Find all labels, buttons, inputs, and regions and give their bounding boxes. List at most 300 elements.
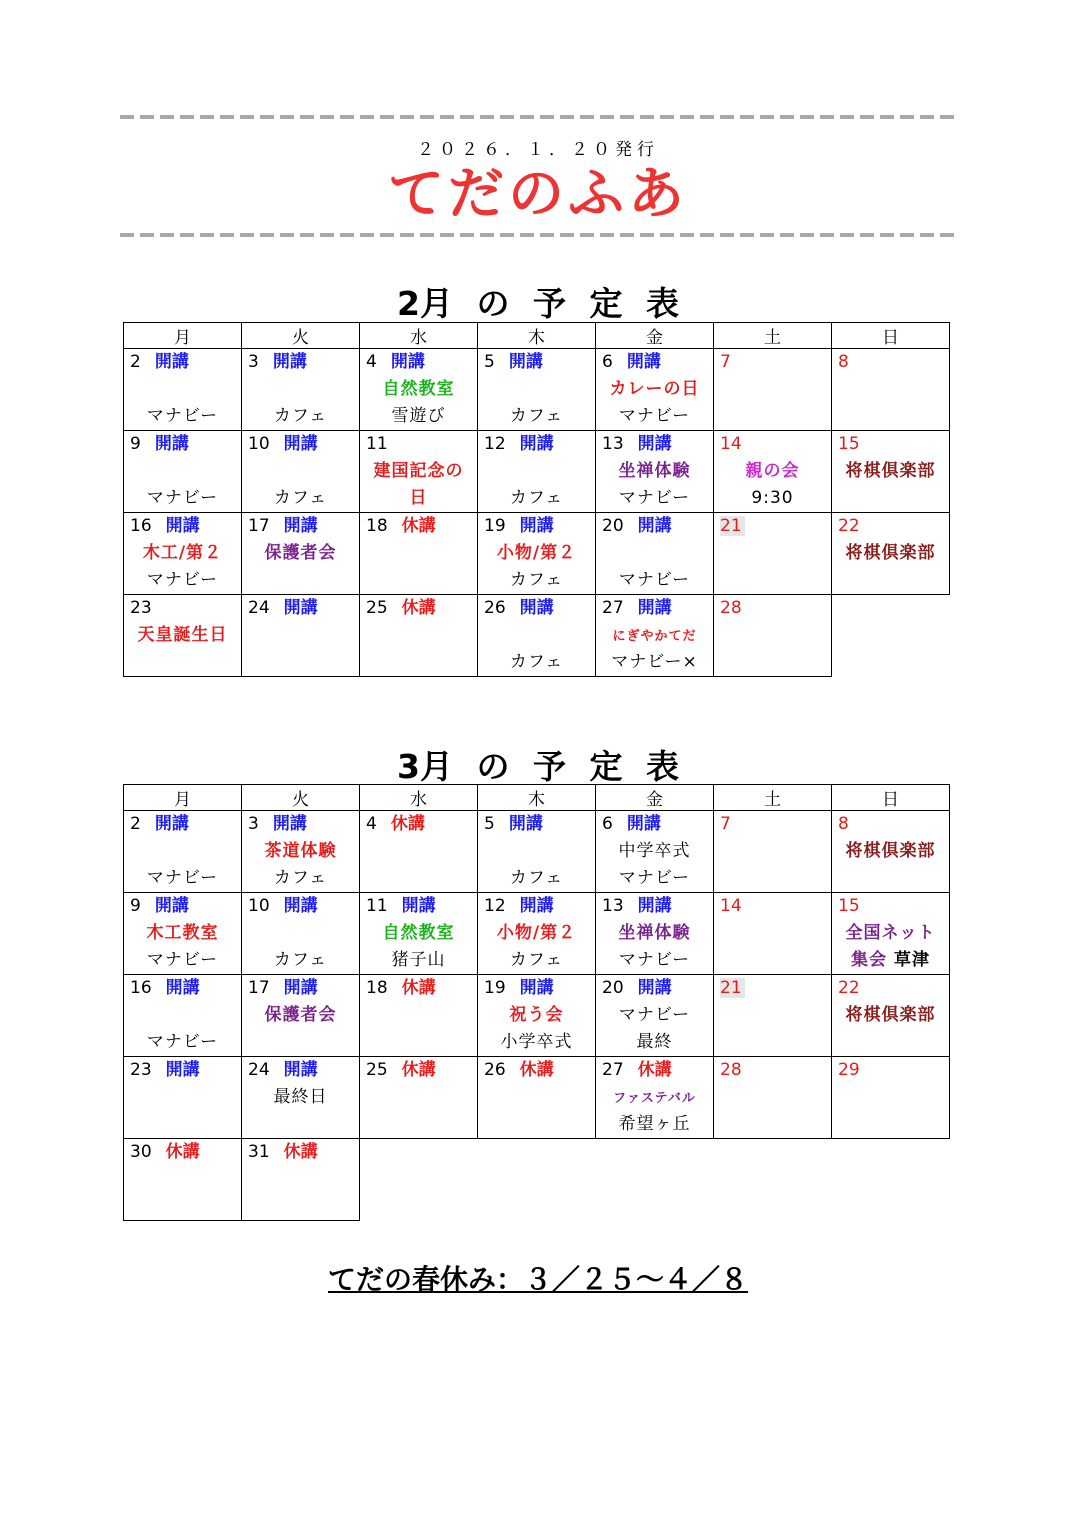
- day-number: 21: [720, 516, 745, 536]
- event-label: 天皇誕生日: [137, 625, 228, 645]
- activity-label: カフェ: [509, 868, 564, 888]
- event-line: [242, 1084, 359, 1111]
- activity-label: 集会: [851, 950, 888, 970]
- day-header: [714, 595, 831, 622]
- class-status: 開講: [165, 978, 200, 998]
- day-header: [714, 513, 831, 540]
- event-line: [124, 920, 241, 947]
- day-number: 6: [602, 352, 613, 372]
- activity-label: 猪子山: [391, 950, 446, 970]
- day-header: [242, 975, 359, 1002]
- day-header: [360, 975, 477, 1002]
- activity-line: [242, 403, 359, 430]
- activity-line: [714, 865, 831, 892]
- day-number: 7: [720, 352, 731, 372]
- activity-line: [124, 865, 241, 892]
- day-header: [478, 975, 595, 1002]
- event-line: [360, 1002, 477, 1029]
- day-cell: [478, 1057, 596, 1139]
- day-header: [242, 349, 359, 376]
- day-cell: [124, 975, 242, 1057]
- activity-line: [242, 1193, 359, 1220]
- activity-line: [478, 649, 595, 676]
- weekday-cell: 土: [714, 785, 832, 811]
- day-number: 2: [130, 814, 141, 834]
- event-line: [832, 838, 949, 865]
- day-cell: [242, 349, 360, 431]
- event-line: [832, 1002, 949, 1029]
- event-line: [242, 540, 359, 567]
- weekday-cell: 月: [124, 785, 242, 811]
- class-status: 休講: [401, 978, 436, 998]
- day-number: 20: [602, 978, 624, 998]
- empty-cell: [714, 1139, 832, 1221]
- activity-line: [596, 865, 713, 892]
- event-line: [714, 376, 831, 403]
- event-label: 将棋倶楽部: [845, 543, 936, 563]
- class-status: 開講: [519, 598, 554, 618]
- activity-label: 雪遊び: [391, 406, 446, 426]
- day-header: [242, 595, 359, 622]
- day-number: 4: [366, 352, 377, 372]
- activity-line: [832, 1111, 949, 1138]
- day-cell: [478, 893, 596, 975]
- day-header: [360, 893, 477, 920]
- event-line: [832, 376, 949, 403]
- day-number: 25: [366, 598, 388, 618]
- class-status: 開講: [637, 896, 672, 916]
- day-number: 15: [838, 896, 860, 916]
- activity-line: [832, 865, 949, 892]
- activity-label: 最終: [636, 1032, 673, 1052]
- weekday-cell: 日: [832, 785, 950, 811]
- event-label: 将棋倶楽部: [845, 841, 936, 861]
- activity-line: [360, 403, 477, 430]
- day-number: 29: [838, 1060, 860, 1080]
- day-number: 31: [248, 1142, 270, 1162]
- event-label: 将棋倶楽部: [845, 1005, 936, 1025]
- activity-label: マナビー: [146, 406, 219, 426]
- day-number: 18: [366, 516, 388, 536]
- day-number: 12: [484, 434, 506, 454]
- class-status: 休講: [401, 516, 436, 536]
- event-line: [832, 1084, 949, 1111]
- empty-cell: [832, 595, 950, 677]
- class-status: 開講: [154, 434, 189, 454]
- activity-line: [360, 1029, 477, 1056]
- activity-line: [242, 649, 359, 676]
- event-label: 木工/第２: [142, 543, 223, 563]
- day-cell: [124, 893, 242, 975]
- day-header: [478, 893, 595, 920]
- event-label: 自然教室: [382, 379, 455, 399]
- day-header: [124, 1057, 241, 1084]
- activity-line: [242, 865, 359, 892]
- day-cell: [124, 1057, 242, 1139]
- weekday-cell: 日: [832, 323, 950, 349]
- empty-cell: [360, 1139, 478, 1221]
- weekday-cell: 月: [124, 323, 242, 349]
- activity-label: カフェ: [509, 570, 564, 590]
- activity-line: [596, 947, 713, 974]
- activity-line: [124, 1111, 241, 1138]
- event-line: [124, 622, 241, 649]
- weekday-cell: 水: [360, 323, 478, 349]
- event-line: [360, 838, 477, 865]
- day-number: 24: [248, 598, 270, 618]
- day-number: 27: [602, 1060, 624, 1080]
- newsletter-logo: てだのふあ: [388, 162, 688, 227]
- february-weekday-header: [124, 323, 950, 349]
- activity-line: [832, 403, 949, 430]
- day-cell: [242, 1139, 360, 1221]
- class-status: 開講: [519, 516, 554, 536]
- event-label: 中学卒式: [618, 841, 691, 861]
- activity-label: マナビー: [618, 488, 691, 508]
- day-cell: [832, 893, 950, 975]
- activity-line: [596, 403, 713, 430]
- issue-date: ２０２６．１．２０発行: [417, 140, 659, 160]
- event-line: [478, 540, 595, 567]
- day-header: [360, 349, 477, 376]
- activity-line: [478, 865, 595, 892]
- activity-label: カフェ: [509, 950, 564, 970]
- class-status: 開講: [283, 978, 318, 998]
- day-number: 16: [130, 978, 152, 998]
- activity-line: [832, 567, 949, 594]
- activity-line: [596, 1111, 713, 1138]
- day-number: 2: [130, 352, 141, 372]
- day-header: [596, 431, 713, 458]
- day-number: 28: [720, 1060, 742, 1080]
- day-header: [596, 349, 713, 376]
- day-header: [478, 1057, 595, 1084]
- weekday-cell: 木: [478, 323, 596, 349]
- activity-line: [832, 485, 949, 512]
- spring-break-text: てだの春休み：３／２５～４／８: [327, 1263, 748, 1296]
- activity-line: [714, 1111, 831, 1138]
- day-number: 11: [366, 896, 388, 916]
- day-number: 20: [602, 516, 624, 536]
- event-label: 小物/第２: [496, 543, 577, 563]
- activity-line: [124, 567, 241, 594]
- activity-label: 日: [409, 488, 428, 508]
- day-header: [478, 431, 595, 458]
- class-status: 開講: [283, 434, 318, 454]
- class-status: 開講: [519, 978, 554, 998]
- class-status: 開講: [283, 598, 318, 618]
- march-calendar: [123, 784, 950, 1221]
- activity-line: [124, 947, 241, 974]
- day-number: 22: [838, 978, 860, 998]
- activity-label: カフェ: [273, 950, 328, 970]
- day-cell: [714, 513, 832, 595]
- activity-location: 草津: [887, 950, 930, 970]
- spring-break-note: [0, 1258, 1076, 1298]
- class-status: 開講: [154, 814, 189, 834]
- day-header: [242, 811, 359, 838]
- event-line: [478, 838, 595, 865]
- activity-line: [242, 1111, 359, 1138]
- march-weeks: [124, 811, 950, 1221]
- day-header: [714, 349, 831, 376]
- day-cell: [242, 513, 360, 595]
- activity-label: カフェ: [273, 488, 328, 508]
- event-line: [714, 540, 831, 567]
- day-number: 30: [130, 1142, 152, 1162]
- day-header: [478, 349, 595, 376]
- class-status: 開講: [508, 352, 543, 372]
- event-line: [124, 376, 241, 403]
- event-label: 保護者会: [264, 1005, 337, 1025]
- weekday-cell: 木: [478, 785, 596, 811]
- march-weekday-header: [124, 785, 950, 811]
- day-header: [242, 893, 359, 920]
- day-cell: [478, 431, 596, 513]
- day-cell: [360, 431, 478, 513]
- day-number: 14: [720, 896, 742, 916]
- activity-line: [124, 403, 241, 430]
- february-title: 2月 の 予 定 表: [397, 284, 679, 323]
- activity-line: [832, 947, 949, 974]
- weekday-cell: 水: [360, 785, 478, 811]
- activity-line: [360, 567, 477, 594]
- day-cell: [714, 1057, 832, 1139]
- day-header: [242, 1057, 359, 1084]
- event-line: [124, 838, 241, 865]
- event-label: 坐禅体験: [618, 923, 691, 943]
- day-cell: [360, 975, 478, 1057]
- day-cell: [242, 893, 360, 975]
- day-cell: [832, 513, 950, 595]
- event-line: [714, 622, 831, 649]
- day-number: 11: [366, 434, 388, 454]
- event-line: [360, 920, 477, 947]
- class-status: 休講: [401, 1060, 436, 1080]
- day-header: [478, 513, 595, 540]
- activity-label: 希望ヶ丘: [618, 1114, 691, 1134]
- day-header: [832, 1057, 949, 1084]
- activity-line: [124, 649, 241, 676]
- class-status: 開講: [626, 352, 661, 372]
- day-cell: [124, 513, 242, 595]
- class-status: 休講: [637, 1060, 672, 1080]
- day-cell: [714, 811, 832, 893]
- class-status: 開講: [272, 352, 307, 372]
- event-label: 自然教室: [382, 923, 455, 943]
- event-line: [596, 838, 713, 865]
- day-number: 12: [484, 896, 506, 916]
- day-cell: [478, 595, 596, 677]
- day-header: [124, 975, 241, 1002]
- day-cell: [242, 975, 360, 1057]
- event-line: [124, 1084, 241, 1111]
- day-number: 13: [602, 896, 624, 916]
- class-status: 開講: [626, 814, 661, 834]
- class-status: 開講: [165, 516, 200, 536]
- event-line: [714, 458, 831, 485]
- day-cell: [596, 513, 714, 595]
- day-number: 28: [720, 598, 742, 618]
- day-number: 18: [366, 978, 388, 998]
- event-label: 最終日: [273, 1087, 328, 1107]
- activity-line: [596, 485, 713, 512]
- day-cell: [596, 431, 714, 513]
- class-status: 開講: [637, 978, 672, 998]
- activity-label: マナビー: [618, 406, 691, 426]
- day-header: [596, 595, 713, 622]
- day-header: [360, 811, 477, 838]
- weekday-cell: 土: [714, 323, 832, 349]
- day-number: 9: [130, 896, 141, 916]
- activity-line: [478, 567, 595, 594]
- day-cell: [124, 431, 242, 513]
- class-status: 開講: [508, 814, 543, 834]
- week-row: [124, 811, 950, 893]
- event-label: 小物/第２: [496, 923, 577, 943]
- activity-label: マナビー: [146, 868, 219, 888]
- day-header: [360, 513, 477, 540]
- event-line: [596, 920, 713, 947]
- class-status: 開講: [637, 598, 672, 618]
- march-title: 3月 の 予 定 表: [397, 747, 679, 786]
- day-cell: [124, 595, 242, 677]
- event-line: [360, 1084, 477, 1111]
- day-number: 14: [720, 434, 742, 454]
- day-header: [832, 431, 949, 458]
- day-number: 5: [484, 352, 495, 372]
- day-cell: [596, 975, 714, 1057]
- day-number: 17: [248, 516, 270, 536]
- day-number: 3: [248, 814, 259, 834]
- event-line: [360, 376, 477, 403]
- day-header: [478, 811, 595, 838]
- weekday-cell: 金: [596, 785, 714, 811]
- activity-line: [478, 485, 595, 512]
- event-label: 将棋倶楽部: [845, 461, 936, 481]
- day-header: [832, 349, 949, 376]
- class-status: 開講: [154, 896, 189, 916]
- activity-label: マナビー: [618, 950, 691, 970]
- class-status: 開講: [283, 516, 318, 536]
- day-number: 8: [838, 814, 849, 834]
- day-cell: [360, 1057, 478, 1139]
- day-header: [714, 431, 831, 458]
- day-number: 10: [248, 896, 270, 916]
- event-line: [596, 376, 713, 403]
- day-cell: [832, 975, 950, 1057]
- day-header: [360, 595, 477, 622]
- activity-label: 9:30: [751, 488, 794, 508]
- day-cell: [714, 431, 832, 513]
- activity-label: マナビー: [618, 868, 691, 888]
- class-status: 開講: [519, 434, 554, 454]
- day-header: [596, 893, 713, 920]
- day-cell: [360, 513, 478, 595]
- weekday-row: [124, 785, 950, 811]
- class-status: 開講: [154, 352, 189, 372]
- day-cell: [832, 811, 950, 893]
- event-line: [714, 838, 831, 865]
- day-number: 9: [130, 434, 141, 454]
- activity-line: [242, 1029, 359, 1056]
- day-cell: [596, 349, 714, 431]
- day-cell: [478, 513, 596, 595]
- top-divider-2: [120, 233, 958, 237]
- event-label: 木工教室: [146, 923, 219, 943]
- activity-line: [596, 649, 713, 676]
- day-cell: [596, 811, 714, 893]
- day-header: [596, 513, 713, 540]
- week-row: [124, 975, 950, 1057]
- activity-label: マナビー×: [611, 652, 698, 672]
- activity-line: [360, 1111, 477, 1138]
- activity-line: [360, 649, 477, 676]
- week-row: [124, 893, 950, 975]
- event-line: [124, 1166, 241, 1193]
- day-cell: [242, 811, 360, 893]
- day-header: [832, 513, 949, 540]
- day-header: [242, 513, 359, 540]
- activity-label: カフェ: [273, 868, 328, 888]
- day-cell: [832, 349, 950, 431]
- day-header: [242, 431, 359, 458]
- week-row: [124, 595, 950, 677]
- day-number: 5: [484, 814, 495, 834]
- day-header: [360, 431, 477, 458]
- event-line: [714, 920, 831, 947]
- activity-label: マナビー: [146, 570, 219, 590]
- day-header: [124, 811, 241, 838]
- activity-line: [242, 567, 359, 594]
- day-cell: [124, 1139, 242, 1221]
- day-cell: [832, 1057, 950, 1139]
- event-line: [360, 540, 477, 567]
- activity-line: [360, 865, 477, 892]
- day-header: [124, 595, 241, 622]
- activity-line: [478, 947, 595, 974]
- event-line: [360, 458, 477, 485]
- event-label: にぎやかてだ: [612, 629, 697, 644]
- activity-line: [360, 947, 477, 974]
- day-number: 23: [130, 598, 152, 618]
- event-line: [596, 1084, 713, 1111]
- event-line: [242, 838, 359, 865]
- activity-label: カフェ: [509, 652, 564, 672]
- activity-line: [832, 1029, 949, 1056]
- event-line: [124, 458, 241, 485]
- day-number: 27: [602, 598, 624, 618]
- day-number: 24: [248, 1060, 270, 1080]
- activity-line: [478, 1111, 595, 1138]
- week-row: [124, 1139, 950, 1221]
- day-cell: [714, 595, 832, 677]
- class-status: 開講: [390, 352, 425, 372]
- day-cell: [242, 1057, 360, 1139]
- event-label: マナビー: [618, 1005, 691, 1025]
- event-label: 全国ネット: [845, 923, 936, 943]
- day-cell: [242, 431, 360, 513]
- activity-label: カフェ: [273, 406, 328, 426]
- day-header: [832, 893, 949, 920]
- activity-line: [714, 485, 831, 512]
- event-line: [832, 920, 949, 947]
- empty-cell: [478, 1139, 596, 1221]
- event-line: [832, 458, 949, 485]
- activity-line: [360, 485, 477, 512]
- class-status: 休講: [390, 814, 425, 834]
- day-header: [360, 1057, 477, 1084]
